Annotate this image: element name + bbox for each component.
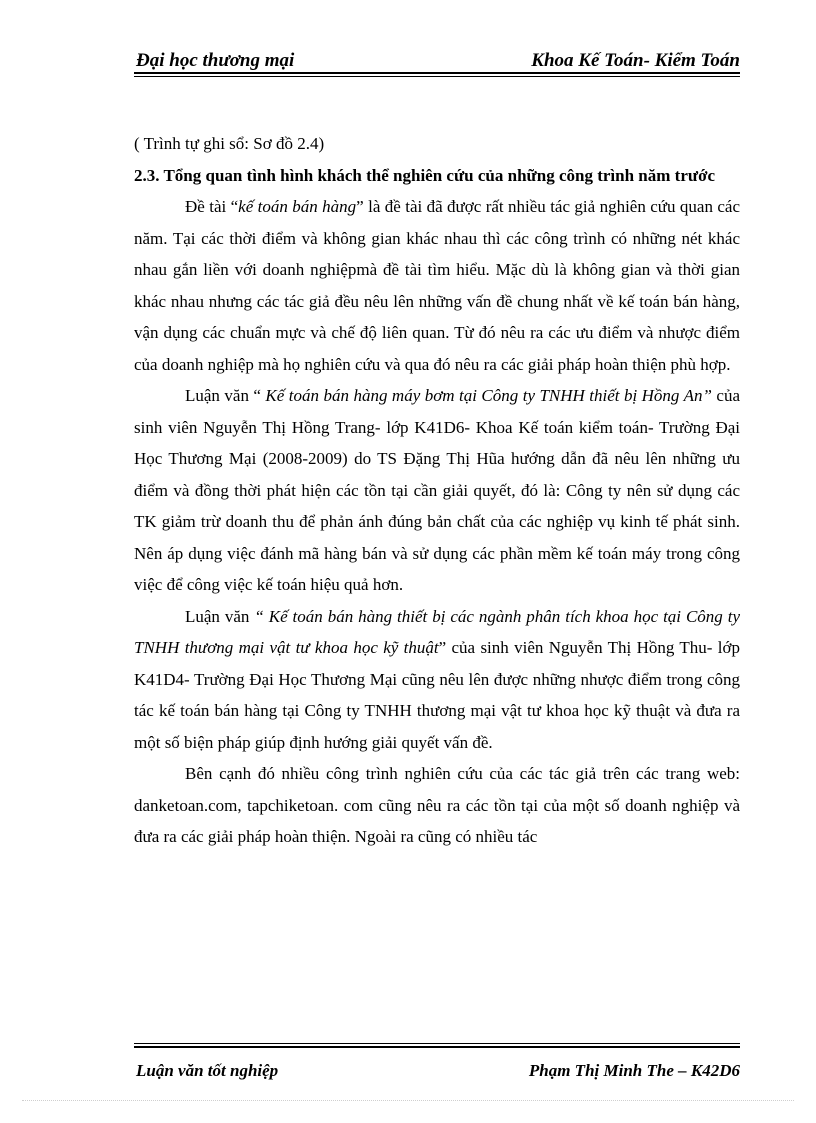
- topic-title: kế toán bán hàng: [238, 197, 357, 216]
- page-footer: [134, 1043, 740, 1083]
- footer-author: Phạm Thị Minh The – K42D6: [528, 1061, 740, 1080]
- thesis-title-1: Kế toán bán hàng máy bơm tại Công ty TNHH thiết bị Hồng An”: [260, 386, 712, 405]
- paragraph-2: Luận văn “ Kế toán bán hàng máy bơm tại Công ty TNHH thiết bị Hồng An” của sinh viên Nguyễn Thị Hồng Trang- lớp K41D6- Khoa Kế toán kiểm toán- Trường Đại Học Thương Mại (2008-2009) do TS Đặng Thị Hũa hướng dẫn đã nêu lên những ưu điểm và đồng thời phát hiện các tồn tại cần giải quyết, đó là: Công ty nên sử dụng các TK giảm trừ doanh thu để phản ánh đúng bản chất của các nghiệp vụ kinh tế phát sinh. Nên áp dụng việc đánh mã hàng bán và sử dụng các phần mềm kế toán máy trong công việc để công việc kế toán hiệu quả hơn.: [134, 386, 740, 594]
- header-faculty: Khoa Kế Toán- Kiểm Toán: [531, 50, 740, 71]
- page-header: [134, 46, 740, 76]
- footer-rule: [134, 1046, 740, 1048]
- section-heading: 2.3. Tổng quan tình hình khách thể nghiên cứu của những công trình năm trước: [134, 165, 716, 185]
- footer-document-type: Luận văn tốt nghiệp: [136, 1061, 279, 1080]
- footer-rule-thin: [134, 1043, 740, 1044]
- paragraph-4: Bên cạnh đó nhiều công trình nghiên cứu của các tác giả trên các trang web: danketoan.com, tapchiketoan. com cũng nêu ra các tồn tại của một số doanh nghiệp và đưa ra các giải pháp hoàn thiện. Ngoài ra cũng có nhiều tác: [134, 764, 740, 846]
- page-body: [134, 128, 740, 853]
- page-edge-dotted-line: [22, 1100, 794, 1101]
- header-rule: [134, 72, 740, 74]
- paragraph-3: Luận văn “ Kế toán bán hàng thiết bị các ngành phân tích khoa học tại Công ty TNHH thương mại vật tư khoa học kỹ thuật” của sinh viên Nguyễn Thị Hồng Thu- lớp K41D4- Trường Đại Học Thương Mại cũng nêu lên được những nhược điểm trong công tác kế toán bán hàng tại Công ty TNHH thương mại vật tư khoa học kỹ thuật và đưa ra một số biện pháp giúp định hướng giải quyết vấn đề.: [134, 606, 740, 752]
- thesis-title-2: “ Kế toán bán hàng thiết bị các ngành phân tích khoa học tại Công ty TNHH thương mại vật tư khoa học kỹ thuật: [134, 606, 740, 657]
- diagram-reference: ( Trình tự ghi sổ: Sơ đồ 2.4): [134, 134, 325, 153]
- paragraph-1: Đề tài “kế toán bán hàng” là đề tài đã được rất nhiều tác giả nghiên cứu quan các năm. Tại các thời điểm và không gian khác nhau thì các công trình có những nét khác nhau gắn liền với doanh nghiệpmà đề tài tìm hiểu. Mặc dù là không gian và thời gian khác nhau nhưng các tác giả đều nêu lên những vấn đề chung nhất về kế toán bán hàng, vận dụng các chuẩn mực và chế độ liên quan. Từ đó nêu ra các ưu điểm và nhược điểm của doanh nghiệp mà họ nghiên cứu và qua đó nêu ra các giải pháp hoàn thiện phù hợp.: [134, 197, 740, 374]
- header-university: Đại học thương mại: [136, 50, 295, 71]
- header-rule-thin: [134, 76, 740, 77]
